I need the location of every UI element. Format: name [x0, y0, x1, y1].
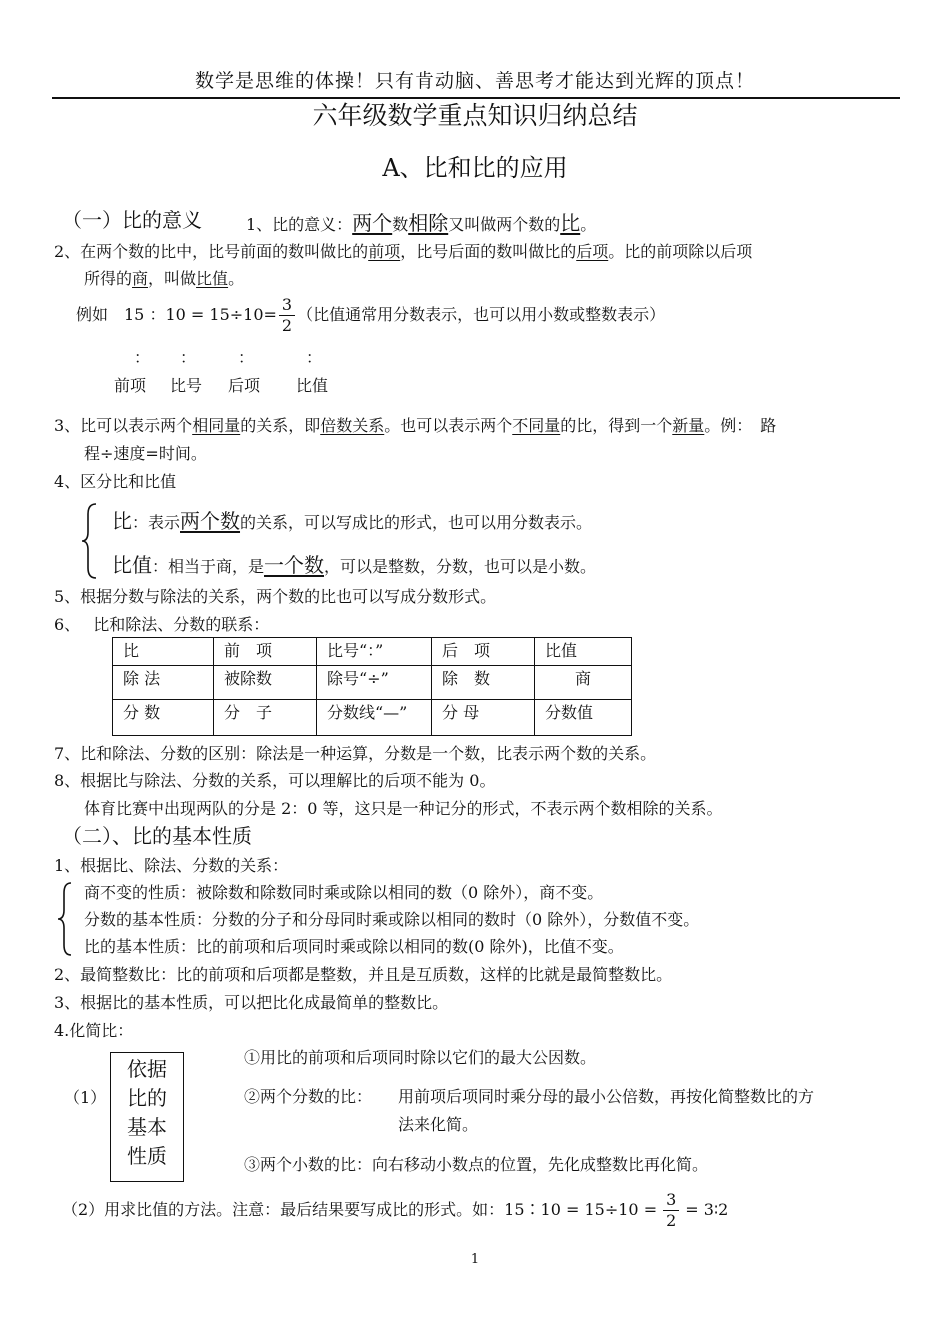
- sec1-line3: 3、比可以表示两个相同量的关系，即倍数关系。也可以表示两个不同量的比，得到一个新量。例： 路: [54, 416, 777, 435]
- method-3: ③两个小数的比：向右移动小数点的位置，先化成整数比再化简。: [244, 1155, 709, 1174]
- sec1-line2: 2、在两个数的比中，比号前面的数叫做比的前项，比号后面的数叫做比的后项。比的前项除以后项: [54, 242, 753, 261]
- sec1-line8b: 体育比赛中出现两队的分是 2：0 等，这只是一种记分的形式，不表示两个数相除的关系。: [84, 799, 723, 818]
- sec2-line3: 3、根据比的基本性质，可以把比化成最简单的整数比。: [54, 993, 449, 1012]
- table-cell: 除 数: [432, 666, 535, 700]
- label-sign: 比号: [170, 376, 203, 395]
- property-fraction: 分数的基本性质：分数的分子和分母同时乘或除以相同的数时（0 除外），分数值不变。: [84, 910, 700, 929]
- table-cell: 前 项: [214, 638, 317, 666]
- sec1-line1: 1、比的意义：两个数相除又叫做两个数的比。: [246, 211, 597, 235]
- sec1-line3b: 程÷速度=时间。: [84, 444, 207, 463]
- basis-box: [110, 1052, 184, 1182]
- table-cell: 比号“：”: [317, 638, 432, 666]
- basis-box-line: 基本: [127, 1115, 167, 1139]
- sec1-line8: 8、根据比与除法、分数的关系，可以理解比的后项不能为 0。: [54, 771, 496, 790]
- table-cell: 比: [113, 638, 214, 666]
- colon-mark-1: ：: [134, 348, 151, 367]
- result-fraction: $\frac{3}{2}$: [663, 1190, 679, 1231]
- property-ratio: 比的基本性质：比的前项和后项同时乘或除以相同的数(0 除外)，比值不变。: [84, 937, 624, 956]
- example-fraction: $\frac{3}{2}$: [279, 295, 295, 336]
- table-row: [113, 700, 632, 736]
- table-cell: 分数值: [535, 700, 632, 736]
- page-number: 1: [470, 1252, 480, 1267]
- method-1: ①用比的前项和后项同时除以它们的最大公因数。: [244, 1048, 597, 1067]
- table-cell: 分 母: [432, 700, 535, 736]
- example-line: 例如 15 ：10 = 15÷10= $\frac{3}{2}$ （比值通常用分数表示，也可以用小数或整数表示）: [76, 295, 666, 335]
- header-motto: 数学是思维的体操！只有肯动脑、善思考才能达到光辉的顶点！: [194, 70, 755, 92]
- colon-mark-4: ：: [306, 348, 323, 367]
- section-title: A、比和比的应用: [382, 154, 568, 182]
- table-cell: 除号“÷”: [317, 666, 432, 700]
- sec1-line6: 6、 比和除法、分数的联系：: [54, 615, 270, 634]
- basis-box-line: 比的: [127, 1086, 167, 1110]
- table-cell: 被除数: [214, 666, 317, 700]
- sec1-line4: 4、区分比和比值: [54, 472, 177, 491]
- label-back: 后项: [228, 376, 261, 395]
- sec1-line2b: 所得的商，叫做比值。: [84, 269, 245, 288]
- table-row: [113, 638, 632, 666]
- sec2-line4: 4.化简比：: [54, 1021, 134, 1040]
- distinguish-ratio: 比：表示两个数的关系，可以写成比的形式，也可以用分数表示。: [112, 509, 593, 533]
- left-brace-icon: [56, 881, 74, 957]
- sec1-line7: 7、比和除法、分数的区别：除法是一种运算，分数是一个数，比表示两个数的关系。: [54, 744, 657, 763]
- relation-table: [112, 637, 632, 736]
- method-2-title: ②两个分数的比：: [244, 1087, 373, 1106]
- basis-box-line: 性质: [127, 1144, 167, 1168]
- sec1-line5: 5、根据分数与除法的关系，两个数的比也可以写成分数形式。: [54, 587, 497, 606]
- label-value: 比值: [296, 376, 329, 395]
- method-2-text: 用前项后项同时乘分母的最小公倍数，再按化简整数比的方: [398, 1087, 815, 1106]
- sec2-line1: 1、根据比、除法、分数的关系：: [54, 856, 289, 875]
- table-cell: 比值: [535, 638, 632, 666]
- sec2-line5: （2）用求比值的方法。注意：最后结果要写成比的形式。如：15∶10 = 15÷10 = $\frac{3}{2}$ = 3∶2: [62, 1190, 729, 1230]
- sec1-heading: （一）比的意义: [62, 208, 202, 232]
- colon-mark-3: ：: [238, 348, 255, 367]
- table-cell: 分 数: [113, 700, 214, 736]
- table-cell: 后 项: [432, 638, 535, 666]
- left-brace-icon: [80, 502, 100, 580]
- colon-mark-2: ：: [180, 348, 197, 367]
- table-cell: 分 子: [214, 700, 317, 736]
- sec2-line2: 2、最简整数比：比的前项和后项都是整数，并且是互质数，这样的比就是最简整数比。: [54, 965, 673, 984]
- method-2-text-cont: 法来化简。: [398, 1115, 479, 1134]
- property-quotient: 商不变的性质：被除数和除数同时乘或除以相同的数（0 除外），商不变。: [84, 883, 604, 902]
- table-cell: 商: [535, 666, 632, 700]
- table-cell: 分数线“—”: [317, 700, 432, 736]
- page-title: 六年级数学重点知识归纳总结: [312, 101, 638, 130]
- label-front: 前项: [114, 376, 147, 395]
- basis-box-line: 依据: [127, 1057, 167, 1081]
- method-label: （1）: [64, 1088, 107, 1107]
- table-row: [113, 666, 632, 700]
- sec2-heading: （二）、比的基本性质: [62, 824, 252, 848]
- distinguish-ratio-value: 比值：相当于商，是一个数，可以是整数，分数，也可以是小数。: [112, 553, 597, 577]
- table-cell: 除 法: [113, 666, 214, 700]
